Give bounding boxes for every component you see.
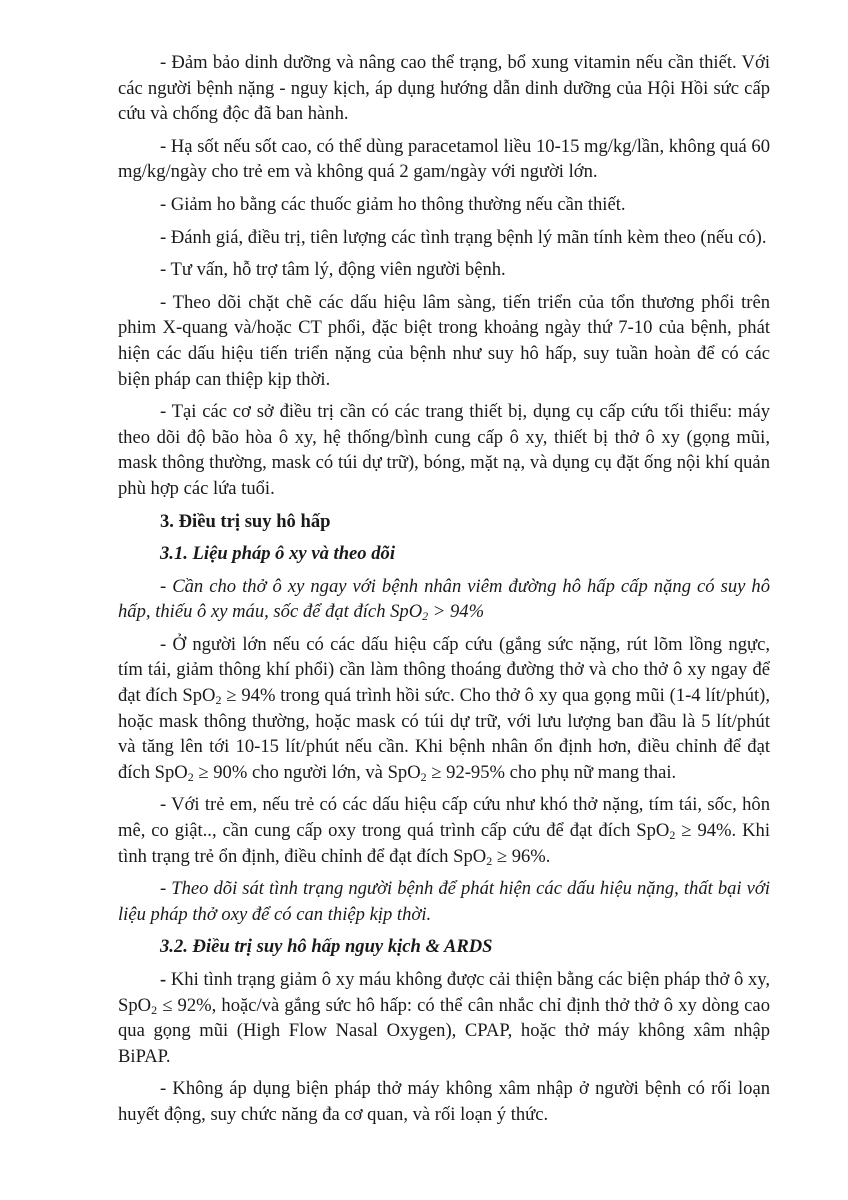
paragraph-cough: - Giảm ho bằng các thuốc giảm ho thông thường nếu cần thiết. [160, 193, 626, 215]
section-heading-3: 3. Điều trị suy hô hấp [160, 510, 331, 532]
subscript: 2 [669, 828, 676, 843]
subscript: 2 [420, 769, 427, 784]
subscript: 2 [422, 609, 429, 624]
paragraph-equipment: - Tại các cơ sở điều trị cần có các trang thiết bị, dụng cụ cấp cứu tối thiểu: máy theo dõi độ bão hòa ô xy, hệ thống/bình cung cấp ô xy, thiết bị thở ô xy (gọng mũi, mask thông thường, mask có túi dự trữ), bóng, mặt nạ, và dụng cụ đặt ống nội khí quản phù hợp các lứa tuổi. [118, 401, 770, 499]
subsection-heading-3-1: 3.1. Liệu pháp ô xy và theo dõi [160, 543, 395, 565]
paragraph-chronic: - Đánh giá, điều trị, tiên lượng các tình trạng bệnh lý mãn tính kèm theo (nếu có). [160, 226, 767, 248]
text-fragment: > 94% [428, 601, 485, 623]
paragraph-close-monitoring: - Theo dõi sát tình trạng người bệnh để phát hiện các dấu hiệu nặng, thất bại với liệu pháp thở oxy để có can thiệp kịp thời. [118, 878, 770, 925]
paragraph-nutrition: - Đảm bảo dinh dưỡng và nâng cao thể trạng, bổ xung vitamin nếu cần thiết. Với các người bệnh nặng - nguy kịch, áp dụng hướng dẫn dinh dưỡng của Hội Hồi sức cấp cứu và chống độc đã ban hành. [118, 52, 770, 125]
text-fragment: ≥ 90% cho người lớn, và SpO [193, 761, 421, 783]
document-page [118, 50, 770, 1135]
paragraph-oxygen-need [118, 574, 770, 625]
text-fragment: Khi tình trạng giảm ô xy máu không được cải thiện bằng các biện pháp thở ô xy, SpO [118, 969, 770, 1016]
subscript: 2 [187, 769, 194, 784]
text-fragment: ≥ 94% trong quá trình hồi sức. Cho thở ô xy qua gọng mũi (1-4 lít/phút), hoặc mask thông thường, hoặc mask có túi dự trữ, với lưu lượng ban đầu là 5 lít/phút và tăng lên tới 10-15 lít/phút nếu cần. Khi bệnh nhân ổn định hơn, điều chỉnh để đạt đích SpO [118, 685, 770, 783]
paragraph-fever: - Hạ sốt nếu sốt cao, có thể dùng paracetamol liều 10-15 mg/kg/lần, không quá 60 mg/kg/ngày cho trẻ em và không quá 2 gam/ngày với người lớn. [118, 135, 770, 183]
subsection-heading-3-2: 3.2. Điều trị suy hô hấp nguy kịch & ARDS [160, 936, 493, 958]
paragraph-adult-oxygen [118, 632, 770, 786]
paragraph-hfno [118, 967, 770, 1069]
paragraph-child-oxygen [118, 792, 770, 869]
bold-dash: - [160, 969, 167, 990]
paragraph-niv-contraindication: - Không áp dụng biện pháp thở máy không xâm nhập ở người bệnh có rối loạn huyết động, suy chức năng đa cơ quan, và rối loạn ý thức. [118, 1078, 770, 1125]
text-fragment: ≥ 94%. Khi tình trạng trẻ ổn định, điều chỉnh để đạt đích SpO [118, 820, 771, 867]
text-fragment: - Cần cho thở ô xy ngay với bệnh nhân viêm đường hô hấp cấp nặng có suy hô hấp, thiếu ô xy máu, sốc để đạt đích SpO [118, 575, 770, 623]
paragraph-monitoring: - Theo dõi chặt chẽ các dấu hiệu lâm sàng, tiến triển của tổn thương phổi trên phim X-quang và/hoặc CT phổi, đặc biệt trong khoảng ngày thứ 7-10 của bệnh, phát hiện các dấu hiệu tiến triển nặng của bệnh như suy hô hấp, suy tuần hoàn để có các biện pháp can thiệp kịp thời. [118, 291, 770, 390]
text-fragment: ≥ 96%. [492, 845, 551, 867]
subscript: 2 [151, 1002, 158, 1017]
text-fragment: - Với trẻ em, nếu trẻ có các dấu hiệu cấp cứu như khó thở nặng, tím tái, sốc, hôn mê, co giật.., cần cung cấp oxy trong quá trình cấp cứu để đạt đích SpO [118, 794, 770, 842]
subscript: 2 [215, 693, 222, 708]
subscript: 2 [486, 853, 493, 868]
text-fragment: ≤ 92%, hoặc/và gắng sức hô hấp: có thể cân nhắc chỉ định thở thở ô xy dòng cao qua gọng mũi (High Flow Nasal Oxygen), CPAP, hoặc thở máy không xâm nhập BiPAP. [118, 994, 770, 1067]
text-fragment: - Ở người lớn nếu có các dấu hiệu cấp cứu (gắng sức nặng, rút lõm lồng ngực, tím tái, giảm thông khí phổi) cần làm thông thoáng đường thở và cho thở ô xy ngay để đạt đích SpO [118, 633, 770, 707]
paragraph-counseling: - Tư vấn, hỗ trợ tâm lý, động viên người bệnh. [160, 259, 506, 281]
text-fragment: ≥ 92-95% cho phụ nữ mang thai. [426, 761, 677, 783]
